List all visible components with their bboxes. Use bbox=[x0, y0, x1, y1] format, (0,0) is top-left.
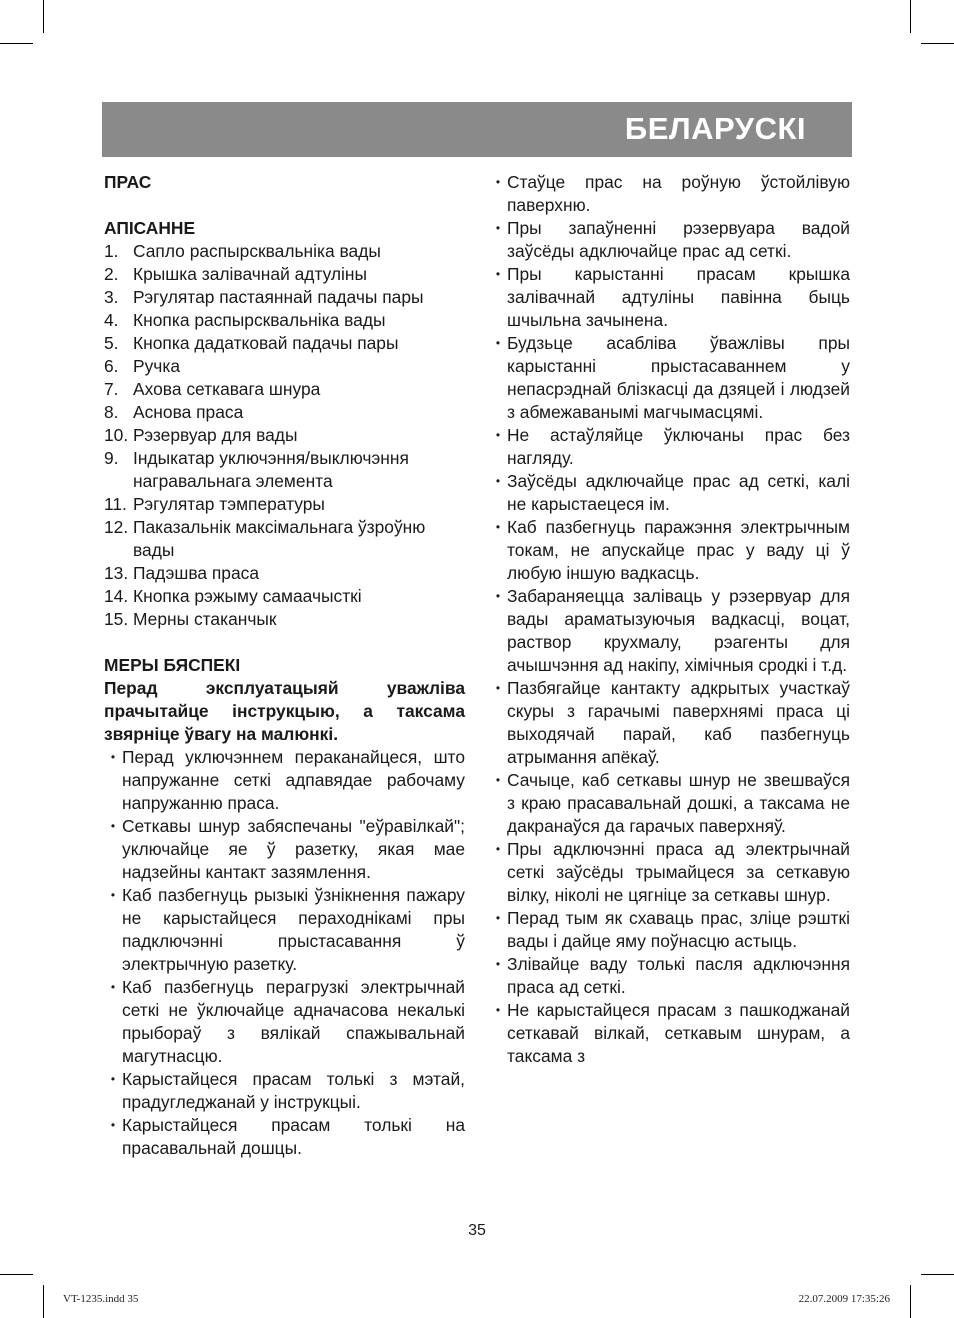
safety-bullet bbox=[489, 999, 850, 1068]
right-column bbox=[489, 171, 850, 1068]
bullet-text: Перад тым як схаваць прас, зліце рэшткі вады і дайце яму поўнасцю астыць. bbox=[507, 908, 850, 951]
part-item bbox=[104, 447, 465, 493]
bullet-text: Пры запаўненні рэзервуара вадой заўсёды адключайце прас ад сеткі. bbox=[507, 218, 850, 261]
crop-mark bbox=[43, 1285, 44, 1318]
safety-bullet bbox=[489, 424, 850, 470]
safety-bullet bbox=[104, 884, 465, 976]
bullet-icon: • bbox=[495, 221, 501, 235]
safety-bullet bbox=[104, 1114, 465, 1160]
bullet-icon: • bbox=[495, 957, 501, 971]
bullet-text: Злівайце ваду толькі пасля адключэння праса ад сеткі. bbox=[507, 954, 850, 997]
part-number: 2. bbox=[104, 264, 119, 284]
bullet-text: Пазбягайце кантакту адкрытых участкаў скуры з гарачымі паверхнямі праса ці выходячай парай, каб пазбегнуць атрымання апёкаў. bbox=[507, 678, 850, 767]
part-number: 3. bbox=[104, 287, 119, 307]
part-number: 1. bbox=[104, 241, 119, 261]
part-label: Індыкатар уключэння/выключэння награвальнага элемента bbox=[133, 448, 409, 491]
bullet-icon: • bbox=[495, 520, 501, 534]
part-label: Падэшва праса bbox=[133, 563, 260, 583]
bullet-icon: • bbox=[495, 1003, 501, 1017]
crop-mark bbox=[910, 1285, 911, 1318]
safety-bullet bbox=[104, 815, 465, 884]
safety-bullet bbox=[489, 516, 850, 585]
bullet-icon: • bbox=[495, 773, 501, 787]
part-number: 6. bbox=[104, 356, 119, 376]
crop-mark bbox=[43, 0, 44, 33]
part-item bbox=[104, 332, 465, 355]
part-label: Аснова праса bbox=[133, 402, 244, 422]
part-label: Сапло распырсквальніка вады bbox=[133, 241, 381, 261]
part-item bbox=[104, 608, 465, 631]
bullet-text: Карыстайцеся прасам толькі на прасавальнай дошцы. bbox=[122, 1115, 465, 1158]
bullet-text: Каб пазбегнуць перагрузкі электрычнай сеткі не ўключайце адначасова некалькі прыбораў з вялікай спажывальнай магутнасцю. bbox=[122, 977, 465, 1066]
bullet-text: Не карыстайцеся прасам з пашкоджанай сеткавай вілкай, сеткавым шнурам, а таксама з bbox=[507, 1000, 850, 1066]
part-number: 13. bbox=[104, 563, 129, 583]
safety-bullet bbox=[489, 953, 850, 999]
part-label: Кнопка рэжыму самаачысткі bbox=[133, 586, 362, 606]
bullet-icon: • bbox=[495, 267, 501, 281]
part-number: 10. bbox=[104, 425, 129, 445]
part-number: 11. bbox=[104, 494, 127, 514]
part-label: Рэгулятар пастаяннай падачы пары bbox=[133, 287, 424, 307]
safety-bullet bbox=[489, 769, 850, 838]
part-number: 7. bbox=[104, 379, 119, 399]
part-item bbox=[104, 378, 465, 401]
part-item bbox=[104, 263, 465, 286]
bullet-text: Каб пазбегнуць паражэння электрычным токам, не апускайце прас у ваду ці ў любую іншую вадкасць. bbox=[507, 517, 850, 583]
part-item bbox=[104, 516, 465, 562]
print-slug-file: VT-1235.indd 35 bbox=[63, 1293, 139, 1305]
crop-mark bbox=[910, 0, 911, 33]
safety-bullet bbox=[489, 838, 850, 907]
bullet-icon: • bbox=[495, 911, 501, 925]
crop-mark bbox=[921, 43, 954, 44]
description-heading: АПІСАННЕ bbox=[104, 218, 196, 238]
part-label: Рэзервуар для вады bbox=[133, 425, 298, 445]
safety-bullet bbox=[489, 470, 850, 516]
bullet-icon: • bbox=[495, 336, 501, 350]
part-number: 8. bbox=[104, 402, 119, 422]
part-label: Кнопка дадатковай падачы пары bbox=[133, 333, 399, 353]
safety-bullet bbox=[489, 171, 850, 217]
bullet-text: Не астаўляйце ўключаны прас без нагляду. bbox=[507, 425, 850, 468]
bullet-icon: • bbox=[110, 1072, 116, 1086]
part-item bbox=[104, 286, 465, 309]
part-number: 4. bbox=[104, 310, 119, 330]
safety-heading: МЕРЫ БЯСПЕКІ bbox=[104, 655, 241, 675]
bullet-icon: • bbox=[495, 681, 501, 695]
bullet-icon: • bbox=[495, 175, 501, 189]
safety-bullet bbox=[489, 263, 850, 332]
part-number: 9. bbox=[104, 448, 119, 468]
part-label: Мерны стаканчык bbox=[133, 609, 277, 629]
bullet-icon: • bbox=[495, 842, 501, 856]
part-label: Паказальнік максімальнага ўзроўню вады bbox=[133, 517, 426, 560]
part-label: Кнопка распырсквальніка вады bbox=[133, 310, 386, 330]
bullet-icon: • bbox=[110, 1118, 116, 1132]
bullet-text: Перад уключэннем пераканайцеся, што напружанне сеткі адпавядае рабочаму напружанню праса. bbox=[122, 747, 465, 813]
bullet-text: Пры адключэнні праса ад электрычнай сеткі заўсёды трымайцеся за сеткавую вілку, ніколі не цягніце за сеткавы шнур. bbox=[507, 839, 850, 905]
safety-bullet-list bbox=[489, 171, 850, 1068]
part-number: 14. bbox=[104, 586, 129, 606]
part-number: 12. bbox=[104, 517, 129, 537]
safety-intro: Перад эксплуатацыяй уважліва прачытайце інструкцыю, а таксама звярніце ўвагу на малюнкі. bbox=[104, 678, 465, 744]
crop-mark bbox=[0, 43, 33, 44]
safety-bullet bbox=[104, 976, 465, 1068]
part-label: Крышка залівачнай адтуліны bbox=[133, 264, 368, 284]
bullet-text: Будзьце асабліва ўважлівы пры карыстанні прыстасаваннем у непасрэднай блізкасці да дзяцей і людзей з абмежаванымі магчымасцямі. bbox=[507, 333, 850, 422]
part-item bbox=[104, 493, 465, 516]
bullet-text: Заўсёды адключайце прас ад сеткі, калі не карыстаецеся ім. bbox=[507, 471, 850, 514]
part-item bbox=[104, 585, 465, 608]
bullet-text: Пры карыстанні прасам крышка залівачнай адтуліны павінна быць шчыльна зачынена. bbox=[507, 264, 850, 330]
bullet-icon: • bbox=[495, 474, 501, 488]
bullet-text: Сачыце, каб сеткавы шнур не звешваўся з краю прасавальнай дошкі, а таксама не дакранаўся да гарачых паверхняў. bbox=[507, 770, 850, 836]
part-label: Ручка bbox=[133, 356, 181, 376]
bullet-icon: • bbox=[110, 819, 116, 833]
bullet-text: Забараняецца заліваць у рэзервуар для вады араматызуючыя вадкасці, воцат, раствор крухмалу, рэагенты для ачышчэння ад накіпу, хімічныя сродкі і т.д. bbox=[507, 586, 850, 675]
bullet-text: Карыстайцеся прасам толькі з мэтай, прадугледжанай у інструкцыі. bbox=[122, 1069, 465, 1112]
part-item bbox=[104, 355, 465, 378]
part-label: Рэгулятар тэмпературы bbox=[133, 494, 325, 514]
safety-bullet bbox=[104, 746, 465, 815]
product-title: ПРАС bbox=[104, 172, 152, 192]
safety-bullet bbox=[489, 907, 850, 953]
bullet-icon: • bbox=[495, 589, 501, 603]
bullet-icon: • bbox=[110, 888, 116, 902]
part-item bbox=[104, 240, 465, 263]
banner-title: БЕЛАРУСКІ bbox=[624, 111, 806, 146]
safety-bullet bbox=[104, 1068, 465, 1114]
part-item bbox=[104, 424, 465, 447]
part-item bbox=[104, 401, 465, 424]
left-column bbox=[104, 171, 465, 1160]
print-slug-timestamp: 22.07.2009 17:35:26 bbox=[798, 1293, 890, 1305]
page-number: 35 bbox=[468, 1222, 486, 1239]
part-number: 15. bbox=[104, 609, 129, 629]
bullet-text: Стаўце прас на роўную ўстойлівую паверхню. bbox=[507, 172, 850, 215]
crop-mark bbox=[921, 1274, 954, 1275]
bullet-icon: • bbox=[110, 750, 116, 764]
part-item bbox=[104, 562, 465, 585]
part-number: 5. bbox=[104, 333, 119, 353]
part-item bbox=[104, 309, 465, 332]
bullet-text: Сеткавы шнур забяспечаны "еўравілкай"; уключайце яе ў разетку, якая мае надзейны кантакт зазямлення. bbox=[122, 816, 465, 882]
bullet-text: Каб пазбегнуць рызыкі ўзнікнення пажару не карыстайцеся пераходнікамі пры падключэнні прыстасавання ў электрычную разетку. bbox=[122, 885, 465, 974]
safety-bullet bbox=[489, 332, 850, 424]
safety-bullet bbox=[489, 217, 850, 263]
bullet-icon: • bbox=[495, 428, 501, 442]
safety-bullet bbox=[489, 585, 850, 677]
safety-bullet-list bbox=[104, 746, 465, 1160]
safety-bullet bbox=[489, 677, 850, 769]
language-banner bbox=[102, 102, 852, 157]
crop-mark bbox=[0, 1274, 33, 1275]
parts-list bbox=[104, 240, 465, 631]
part-label: Ахова сеткавага шнура bbox=[133, 379, 321, 399]
bullet-icon: • bbox=[110, 980, 116, 994]
